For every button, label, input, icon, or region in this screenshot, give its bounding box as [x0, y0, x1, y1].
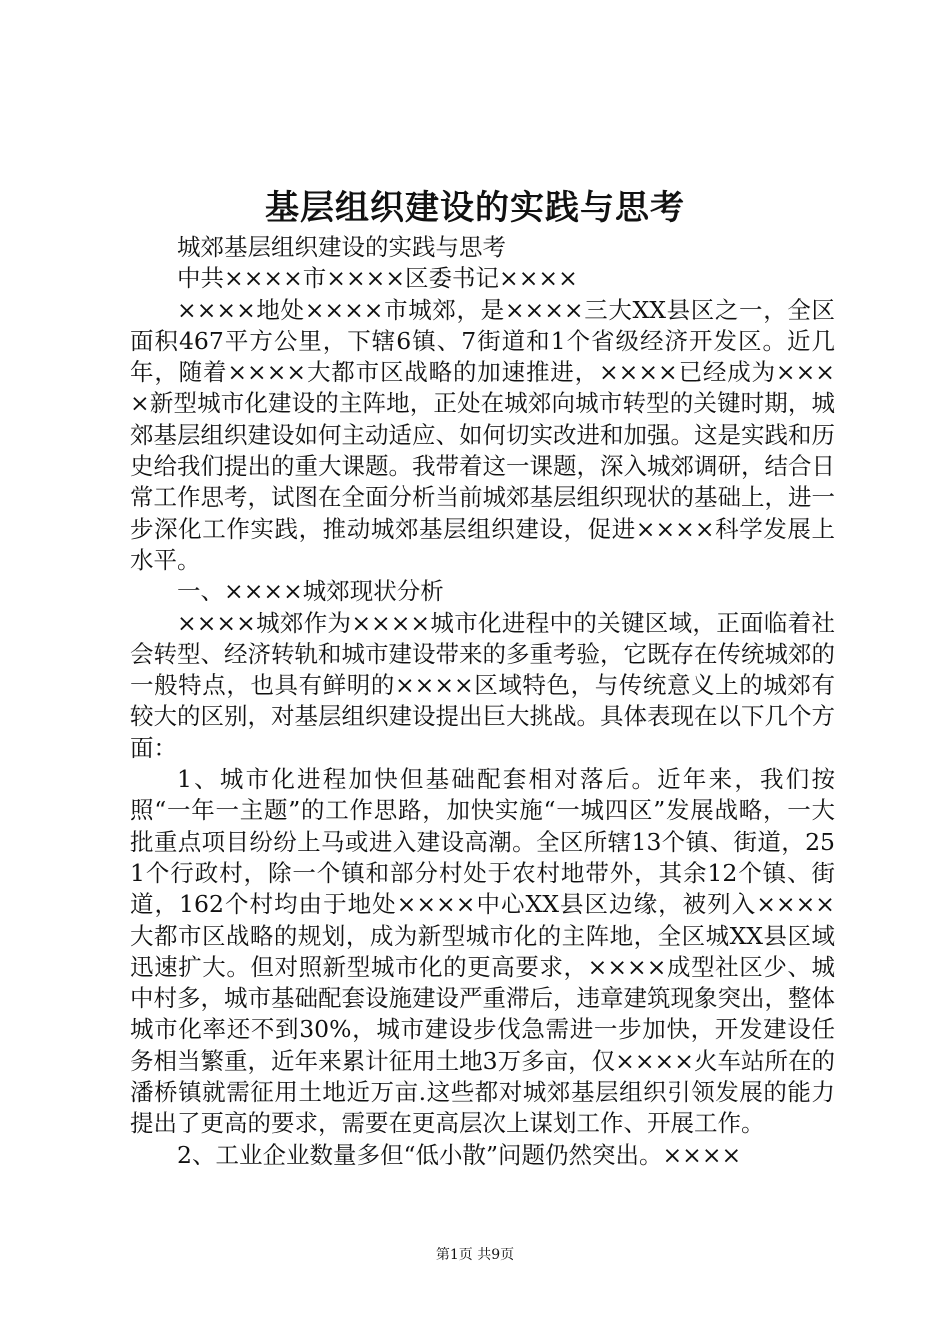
page-footer: 第1页 共9页 [435, 1247, 515, 1263]
paragraph-author: 中共××××市××××区委书记×××× [177, 264, 578, 293]
paragraph-subtitle: 城郊基层组织建设的实践与思考 [177, 233, 506, 261]
document-body [130, 232, 835, 1171]
paragraph-intro: ××××地处××××市城郊，是××××三大XX县区之一，全区面积467平方公里，下辖6镇、7街道和1个省级经济开发区。近几年，随着××××大都市区战略的加速推进，××××已经成为××××新型城市化建设的主阵地，正处在城郊向城市转型的关键时期，城郊基层组织建设如何主动适应、如何切实改进和加强。这是实践和历史给我们提出的重大课题。我带着这一课题，深入城郊调研，结合日常工作思考，试图在全面分析当前城郊基层组织现状的基础上，进一步深化工作实践，推动城郊基层组织建设，促进××××科学发展上水平。 [130, 295, 835, 574]
paragraph-overview: ××××城郊作为××××城市化进程中的关键区域，正面临着社会转型、经济转轨和城市建设带来的多重考验，它既存在传统城郊的一般特点，也具有鲜明的××××区域特色，与传统意义上的城郊有较大的区别，对基层组织建设提出巨大挑战。具体表现在以下几个方面： [130, 608, 835, 762]
section-heading: 一、××××城郊现状分析 [177, 577, 444, 606]
paragraph-point-1: 1、城市化进程加快但基础配套相对落后。近年来，我们按照“一年一主题”的工作思路，加快实施“一城四区”发展战略，一大批重点项目纷纷上马或进入建设高潮。全区所辖13个镇、街道，251个行政村，除一个镇和部分村处于农村地带外，其余12个镇、街道，162个村均由于地处××××中心XX县区边缘，被列入××××大都市区战略的规划，成为新型城市化的主阵地，全区城XX县区域迅速扩大。但对照新型城市化的更高要求，××××成型社区少、城中村多，城市基础配套设施建设严重滞后，违章建筑现象突出，整体城市化率还不到30%，城市建设步伐急需进一步加快，开发建设任务相当繁重，近年来累计征用土地3万多亩，仅××××火车站所在的潘桥镇就需征用土地近万亩.这些都对城郊基层组织引领发展的能力提出了更高的要求，需要在更高层次上谋划工作、开展工作。 [130, 765, 835, 1138]
document-title: 基层组织建设的实践与思考 [265, 188, 685, 228]
paragraph-point-2: 2、工业企业数量多但“低小散”问题仍然突出。×××× [177, 1140, 742, 1169]
